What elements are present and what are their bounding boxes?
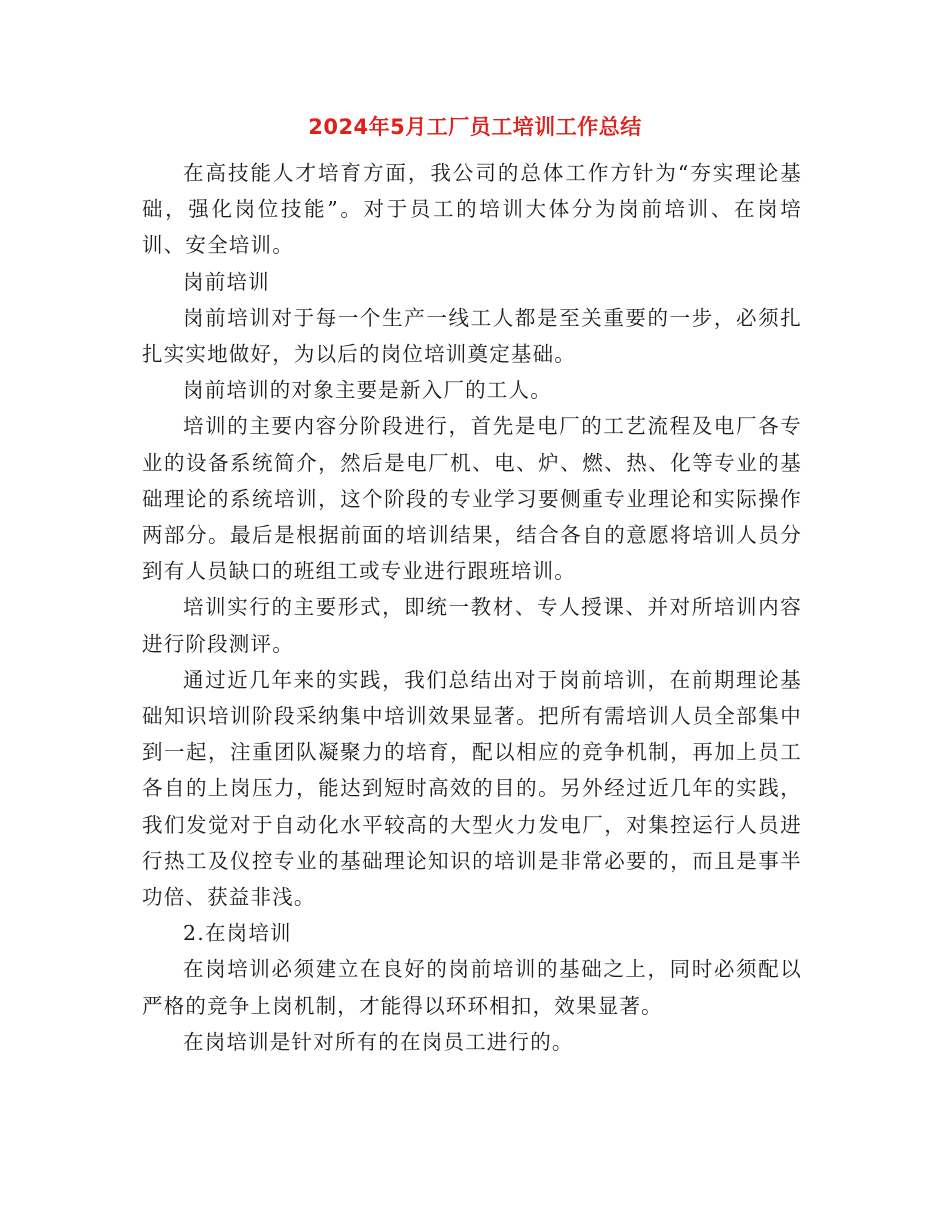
paragraph: 岗前培训的对象主要是新入厂的工人。 xyxy=(183,378,552,403)
paragraph: 在岗培训是针对所有的在岗员工进行的。 xyxy=(183,1029,574,1054)
section-heading-on-job-training: 2.在岗培训 xyxy=(183,921,292,946)
document-body xyxy=(142,155,802,1060)
paragraph: 通过近几年来的实践，我们总结出对于岗前培训，在前期理论基础知识培训阶段采纳集中培训效果显著。把所有需培训人员全部集中到一起，注重团队凝聚力的培育，配以相应的竞争机制，再加上员工各自的上岗压力，能达到短时高效的目的。另外经过近几年的实践，我们发觉对于自动化水平较高的大型火力发电厂，对集控运行人员进行热工及仪控专业的基础理论知识的培训是非常必要的，而且是事半功倍、获益非浅。 xyxy=(142,667,802,910)
paragraph-intro: 在高技能人才培育方面，我公司的总体工作方针为“夯实理论基础，强化岗位技能”。对于员工的培训大体分为岗前培训、在岗培训、安全培训。 xyxy=(142,161,802,258)
section-heading-pre-job-training: 岗前培训 xyxy=(183,269,270,294)
document-title: 2024年5月工厂员工培训工作总结 xyxy=(308,115,642,139)
paragraph: 培训实行的主要形式，即统一教材、专人授课、并对所培训内容进行阶段测评。 xyxy=(142,595,802,656)
paragraph: 在岗培训必须建立在良好的岗前培训的基础之上，同时必须配以严格的竞争上岗机制，才能得以环环相扣，效果显著。 xyxy=(142,957,802,1018)
paragraph: 培训的主要内容分阶段进行，首先是电厂的工艺流程及电厂各专业的设备系统简介，然后是电厂机、电、炉、燃、热、化等专业的基础理论的系统培训，这个阶段的专业学习要侧重专业理论和实际操作两部分。最后是根据前面的培训结果，结合各自的意愿将培训人员分到有人员缺口的班组工或专业进行跟班培训。 xyxy=(142,414,802,584)
paragraph: 岗前培训对于每一个生产一线工人都是至关重要的一步，必须扎扎实实地做好，为以后的岗位培训奠定基础。 xyxy=(142,305,802,367)
